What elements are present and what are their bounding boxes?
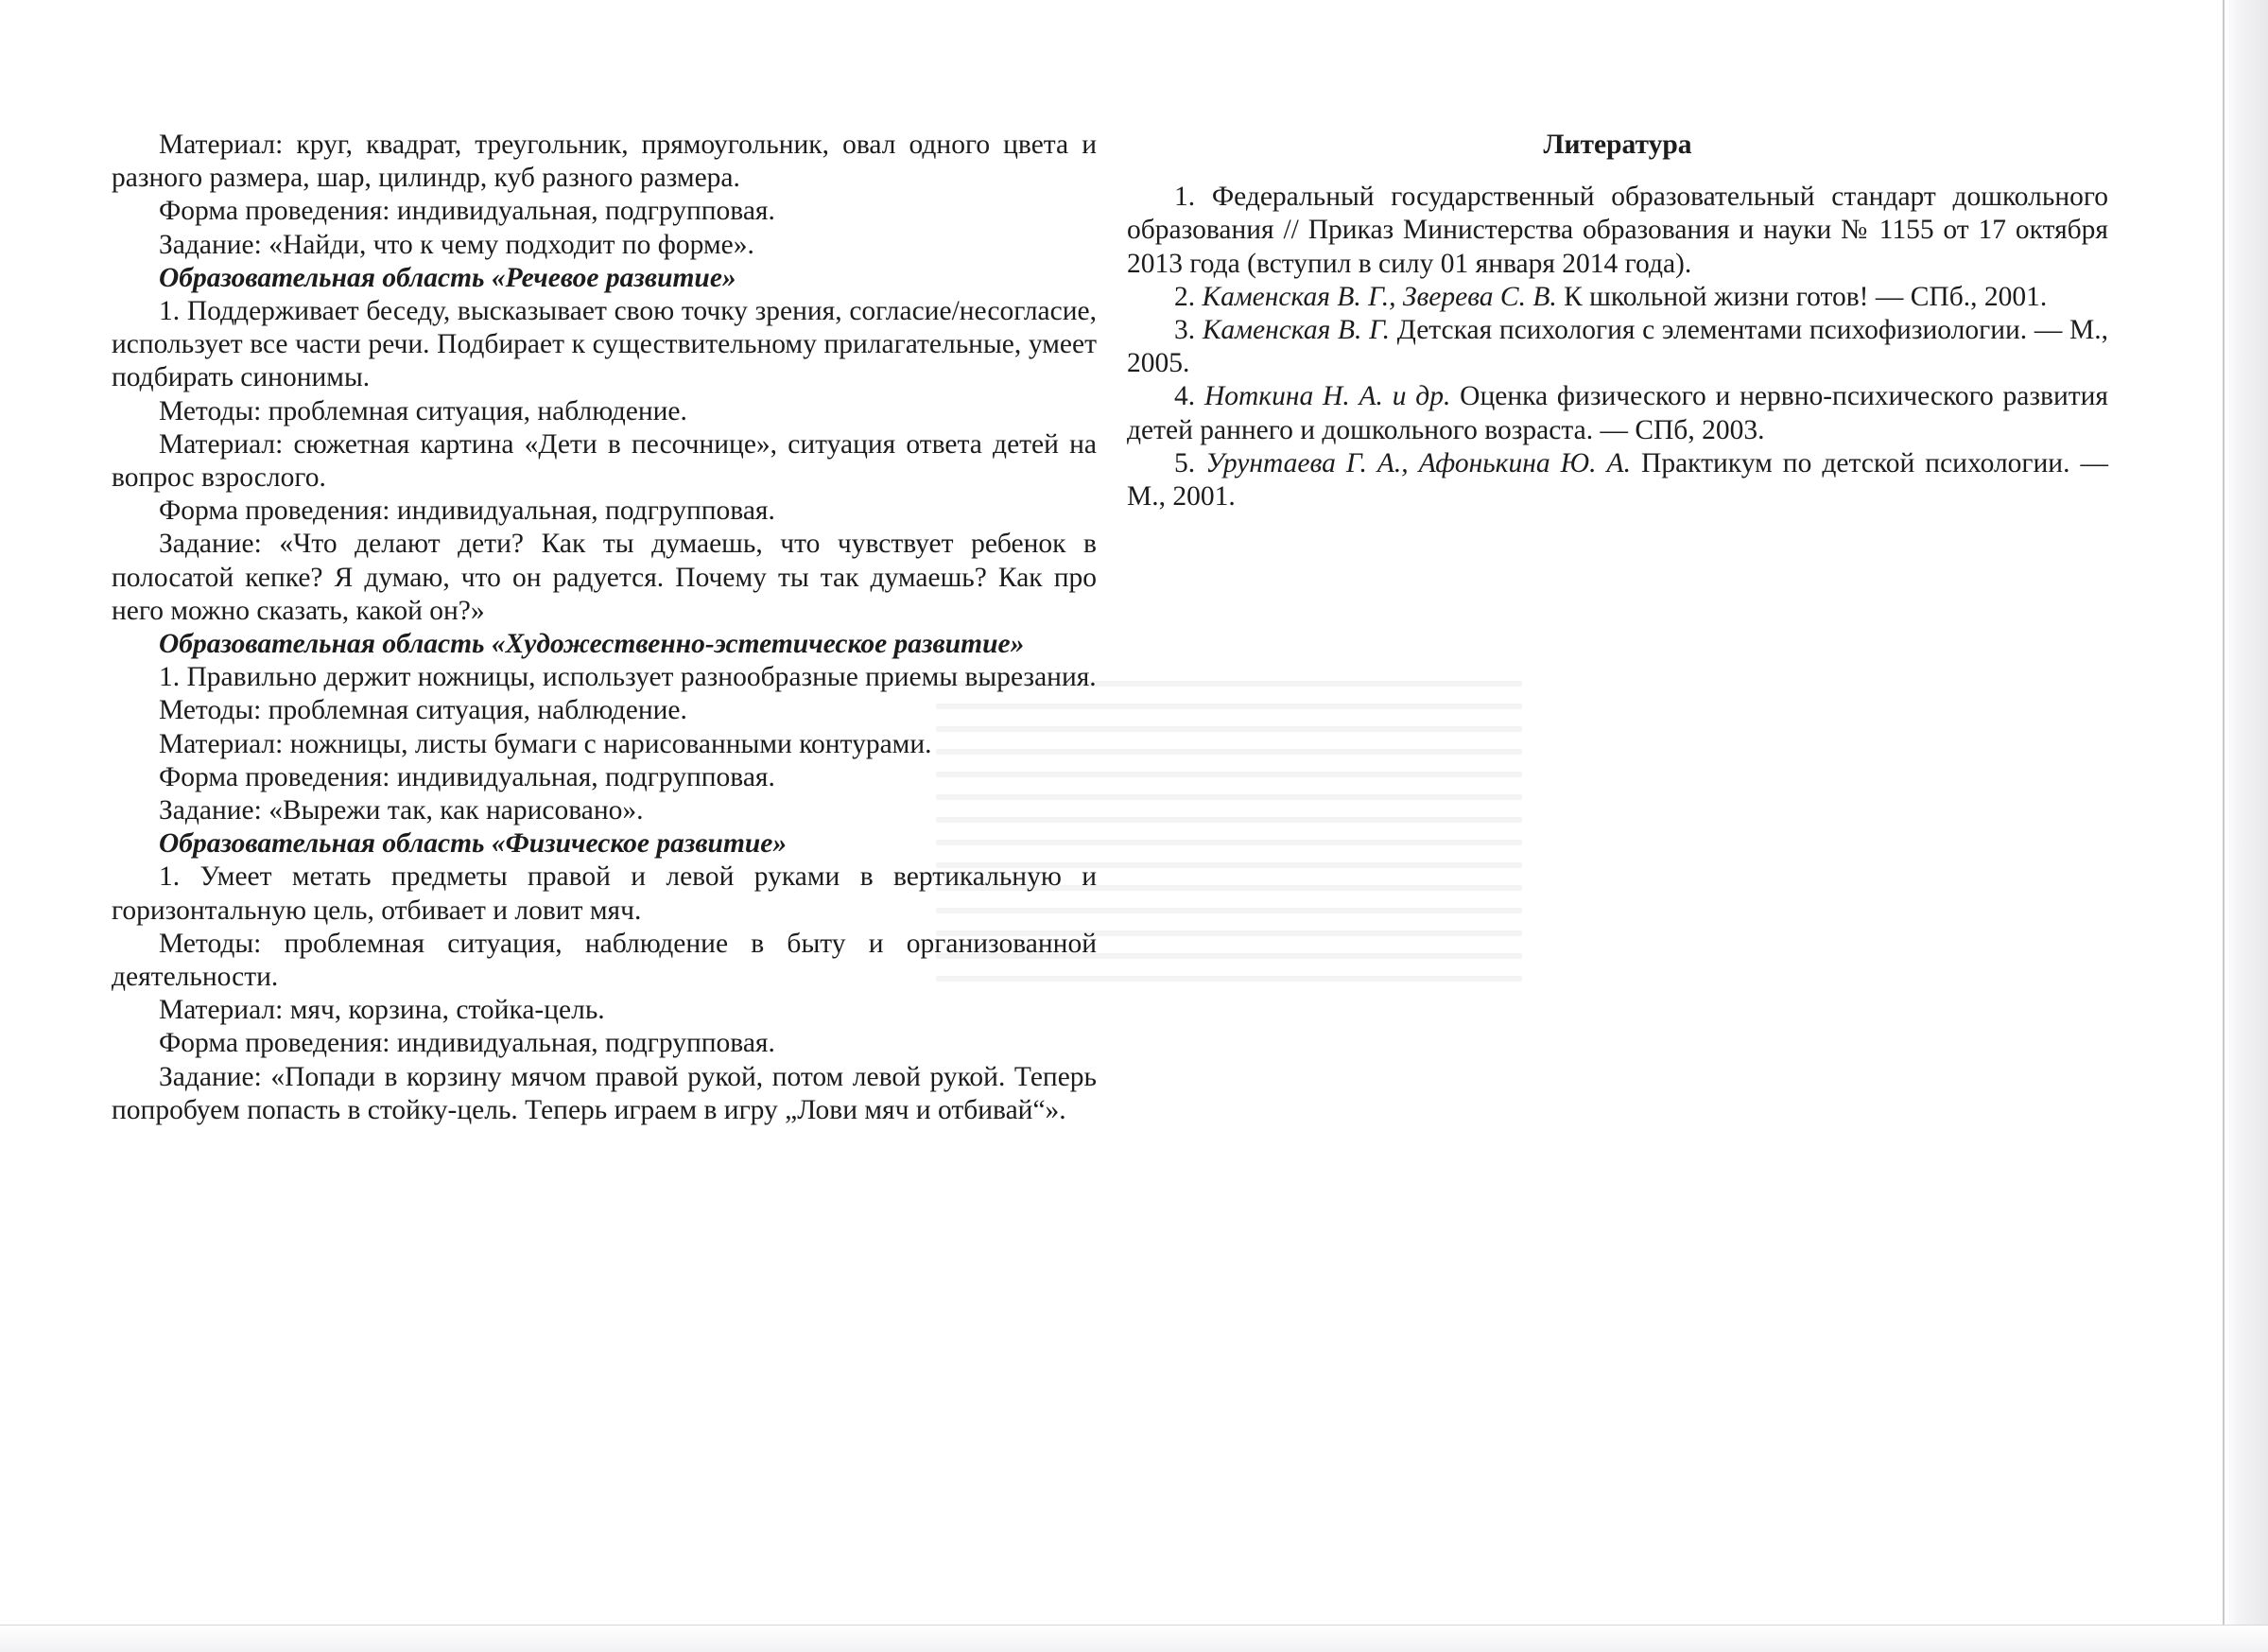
section-heading: Образовательная область «Речевое развитие» bbox=[159, 262, 736, 293]
reference-item bbox=[1127, 447, 2108, 513]
paragraph: Задание: «Найди, что к чему подходит по форме». bbox=[159, 229, 754, 260]
paragraph: 1. Умеет метать предметы правой и левой руками в вертикальную и горизонтальную цель, отбивает и ловит мяч. bbox=[112, 861, 1097, 926]
reference-item bbox=[1127, 314, 2108, 380]
reference-authors: Каменская В. Г. bbox=[1202, 315, 1391, 346]
reference-authors: Каменская В. Г., Зверева С. В. bbox=[1202, 281, 1557, 312]
paragraph: Методы: проблемная ситуация, наблюдение. bbox=[159, 395, 687, 426]
section-heading: Образовательная область «Физическое развитие» bbox=[159, 828, 788, 860]
reference-number: 2. bbox=[1174, 281, 1196, 312]
reference-authors: Урунтаева Г. А., Афонькина Ю. А. bbox=[1205, 447, 1631, 478]
reference-text: К школьной жизни готов! — СПб., 2001. bbox=[1564, 281, 2048, 312]
section-heading: Образовательная область «Художественно-эстетическое развитие» bbox=[159, 629, 1025, 660]
reference-text: Детская психология с элементами психофизиологии. — М., 2005. bbox=[1127, 315, 2109, 379]
reference-authors: Ноткина Н. А. и др. bbox=[1203, 381, 1451, 412]
paragraph: Задание: «Что делают дети? Как ты думаешь, что чувствует ребенок в полосатой кепке? Я думаю, что он радуется. Почему ты так думаешь? Как про него можно сказать, какой он?» bbox=[112, 529, 1097, 626]
reference-text: Федеральный государственный образовательный стандарт дошкольного образования // Приказ Министерства образования и науки № 1155 от 17 октября 2013 года (вступил в силу 01 января 2014 года). bbox=[1127, 182, 2108, 279]
reference-item bbox=[1127, 181, 2108, 281]
reference-text: Практикум по детской психологии. — М., 2001. bbox=[1127, 447, 2109, 513]
paragraph: Методы: проблемная ситуация, наблюдение в быту и организованной деятельности. bbox=[112, 928, 1097, 993]
paragraph: 1. Поддерживает беседу, высказывает свою точку зрения, согласие/несогласие, использует все части речи. Подбирает к существительному прилагательные, умеет подбирать синонимы. bbox=[112, 296, 1097, 393]
paragraph: Задание: «Вырежи так, как нарисовано». bbox=[159, 795, 644, 826]
right-column bbox=[1127, 129, 2108, 513]
reference-item bbox=[1127, 281, 2108, 314]
left-column bbox=[112, 129, 1097, 1127]
paragraph: Форма проведения: индивидуальная, подгрупповая. bbox=[159, 196, 775, 227]
paragraph: Форма проведения: индивидуальная, подгрупповая. bbox=[159, 496, 775, 527]
literature-title: Литература bbox=[1543, 130, 1692, 160]
reference-number: 5. bbox=[1174, 447, 1196, 478]
reference-text: Оценка физического и нервно-психического развития детей раннего и дошкольного возраста. — СПб, 2003. bbox=[1127, 381, 2108, 445]
page-edge-right bbox=[2223, 0, 2268, 1652]
page-edge-bottom bbox=[0, 1625, 2268, 1652]
paragraph: Методы: проблемная ситуация, наблюдение. bbox=[159, 695, 687, 726]
paragraph: Материал: мяч, корзина, стойка-цель. bbox=[159, 995, 605, 1026]
paragraph: Задание: «Попади в корзину мячом правой рукой, потом левой рукой. Теперь попробуем попасть в стойку-цель. Теперь играем в игру „Лови мяч и отбивай“». bbox=[112, 1061, 1097, 1125]
paragraph: Форма проведения: индивидуальная, подгрупповая. bbox=[159, 1028, 775, 1059]
paragraph: 1. Правильно держит ножницы, использует разнообразные приемы вырезания. bbox=[159, 662, 1097, 693]
paragraph: Материал: круг, квадрат, треугольник, прямоугольник, овал одного цвета и разного размера, шар, цилиндр, куб разного размера. bbox=[112, 130, 1097, 194]
paragraph: Материал: сюжетная картина «Дети в песочнице», ситуация ответа детей на вопрос взрослого. bbox=[112, 428, 1097, 494]
paragraph: Материал: ножницы, листы бумаги с нарисованными контурами. bbox=[159, 728, 932, 759]
reference-number: 1. bbox=[1174, 182, 1196, 213]
reference-number: 3. bbox=[1174, 315, 1196, 346]
reference-item bbox=[1127, 380, 2108, 446]
reference-number: 4. bbox=[1174, 381, 1196, 412]
paragraph: Форма проведения: индивидуальная, подгрупповая. bbox=[159, 761, 775, 792]
